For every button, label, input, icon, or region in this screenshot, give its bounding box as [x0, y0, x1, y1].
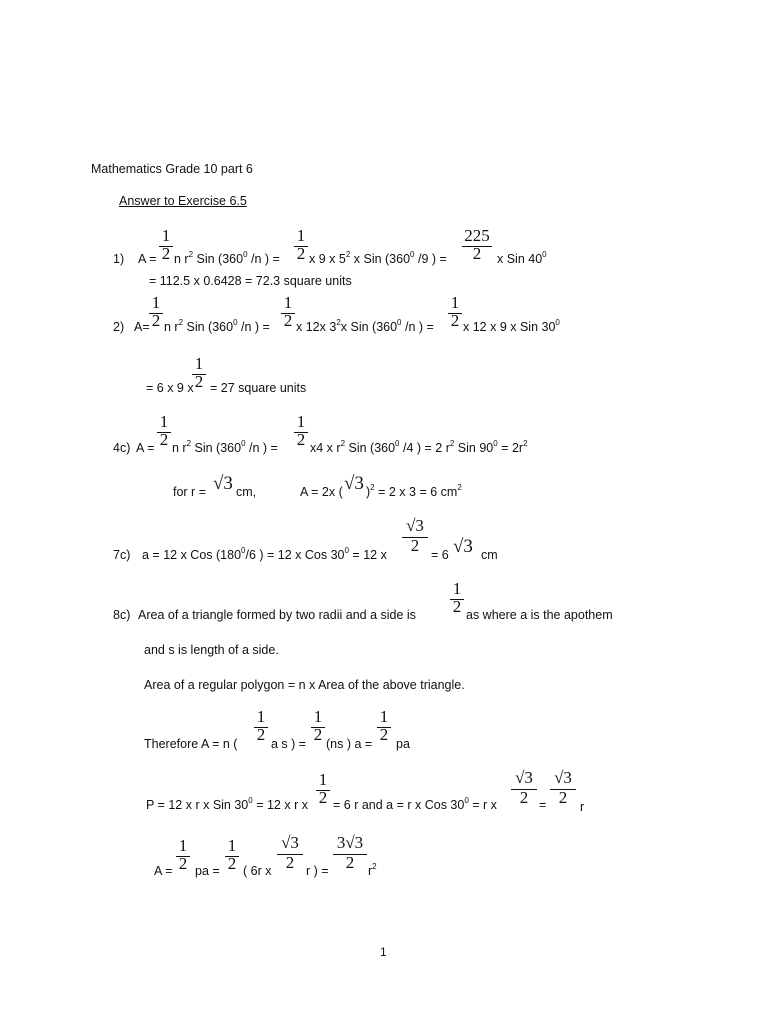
fraction-denominator: 2	[256, 725, 266, 744]
math-text: = 6	[431, 548, 449, 562]
fraction-numerator: 1	[178, 836, 188, 855]
question-label: 2)	[113, 320, 125, 334]
fraction-numerator: 225	[464, 226, 490, 245]
fraction-denominator: 2	[151, 311, 161, 330]
fraction-numerator: 1	[452, 579, 462, 598]
math-text: )$^2$ = 2 x 3 = 6 $cm^2$	[366, 482, 462, 499]
fraction-numerator: 1	[227, 836, 237, 855]
fraction-denominator: 2	[283, 311, 293, 330]
math-text: pa =	[195, 864, 220, 878]
fraction-denominator: 2	[558, 788, 568, 807]
fraction-denominator: 2	[379, 725, 389, 744]
fraction-denominator: 2	[472, 244, 482, 263]
fraction-denominator: 2	[345, 853, 355, 872]
fraction-numerator: √3	[406, 516, 424, 535]
fraction-denominator: 2	[296, 430, 306, 449]
fraction-denominator: 2	[296, 244, 306, 263]
fraction-numerator: 1	[194, 354, 204, 373]
fraction-numerator: 1	[256, 707, 266, 726]
page-number: 1	[380, 945, 387, 959]
math-text: (ns ) a =	[326, 737, 373, 751]
math-text: = 112.5 x 0.6428 = 72.3 square units	[149, 274, 352, 288]
math-text: P = 12 x r x Sin $30^0 = 12$ x r x	[146, 795, 308, 812]
fraction-denominator: 2	[178, 854, 188, 873]
math-text: r ) =	[306, 864, 329, 878]
math-text: A = 2x (	[300, 485, 343, 499]
section-heading: Answer to Exercise 6.5	[119, 194, 247, 208]
math-text: A =	[138, 252, 157, 266]
fraction-numerator: 1	[379, 707, 389, 726]
math-text: = 6 r and a = r x Cos $30^0 = r$ x	[333, 795, 497, 812]
math-text: x 9 x $5^2$ x Sin ($360^0$ /9 ) =	[309, 249, 447, 266]
math-text: x 12 x 9 x Sin $30^0$	[463, 317, 560, 334]
math-text: for r =	[173, 485, 206, 499]
question-label: 7c)	[113, 548, 131, 562]
fraction-denominator: 2	[227, 854, 237, 873]
document-title: Mathematics Grade 10 part 6	[91, 162, 253, 176]
fraction-numerator: √3	[281, 833, 299, 852]
math-text: cm	[481, 548, 498, 562]
fraction-denominator: 2	[410, 536, 420, 555]
fraction-denominator: 2	[452, 597, 462, 616]
question-label: 4c)	[113, 441, 131, 455]
math-text: n $r^2$ Sin ($360^0$ /n ) =	[164, 317, 270, 334]
math-text: ( 6r x	[243, 864, 272, 878]
math-text: Area of a triangle formed by two radii and a side is	[138, 608, 416, 622]
fraction-numerator: 1	[450, 293, 460, 312]
sqrt-expression: √3	[213, 473, 233, 494]
fraction-denominator: 2	[450, 311, 460, 330]
fraction-numerator: 1	[161, 226, 171, 245]
math-text: A =	[136, 441, 155, 455]
fraction-numerator: 1	[313, 707, 323, 726]
fraction-numerator: 1	[318, 770, 328, 789]
fraction-denominator: 2	[194, 372, 204, 391]
question-label: 1)	[113, 252, 125, 266]
math-text: pa	[396, 737, 410, 751]
math-text: = 27 square units	[210, 381, 307, 395]
sqrt-expression: √3	[344, 473, 364, 494]
math-text: n $r^2$ Sin ($360^0$ /n ) =	[174, 249, 280, 266]
fraction-denominator: 2	[318, 788, 328, 807]
fraction-numerator: 3√3	[336, 833, 364, 852]
math-text: cm,	[236, 485, 257, 499]
fraction-numerator: 1	[283, 293, 293, 312]
fraction-numerator: √3	[554, 768, 572, 787]
math-text: x4 x $r^2$ Sin ($360^0$ /4 ) = 2 $r^2$ Sin $90^0 = 2r^2$	[310, 438, 528, 455]
math-text: a s ) =	[271, 737, 307, 751]
fraction-denominator: 2	[285, 853, 295, 872]
math-text: = 6 x 9 x	[146, 381, 194, 395]
fraction-numerator: 1	[296, 412, 306, 431]
math-text: x Sin $40^0$	[497, 249, 547, 266]
sqrt-expression: √3	[453, 536, 473, 557]
fraction-denominator: 2	[313, 725, 323, 744]
math-text: r	[580, 800, 585, 814]
math-text: Area of a regular polygon = n x Area of the above triangle.	[144, 678, 465, 692]
fraction-denominator: 2	[159, 430, 169, 449]
fraction-numerator: √3	[515, 768, 533, 787]
math-text: =	[539, 798, 547, 812]
fraction-numerator: 1	[296, 226, 306, 245]
fraction-numerator: 1	[159, 412, 169, 431]
math-text: and s is length of a side.	[144, 643, 279, 657]
fraction-numerator: 1	[151, 293, 161, 312]
math-text: as where a is the apothem	[466, 608, 613, 622]
math-text: A =	[154, 864, 173, 878]
question-label: 8c)	[113, 608, 131, 622]
math-text: $r^2$	[368, 861, 377, 878]
math-text: A=	[134, 320, 150, 334]
math-text: a = 12 x Cos ($180^0/6$ ) = 12 x Cos $30^0 = 12$ x	[142, 545, 387, 562]
math-text: x 12x $3^2x$ Sin ($360^0$ /n ) =	[296, 317, 434, 334]
math-text: n $r^2$ Sin ($360^0$ /n ) =	[172, 438, 278, 455]
math-text: Therefore A = n (	[144, 737, 238, 751]
fraction-denominator: 2	[519, 788, 529, 807]
fraction-denominator: 2	[161, 244, 171, 263]
